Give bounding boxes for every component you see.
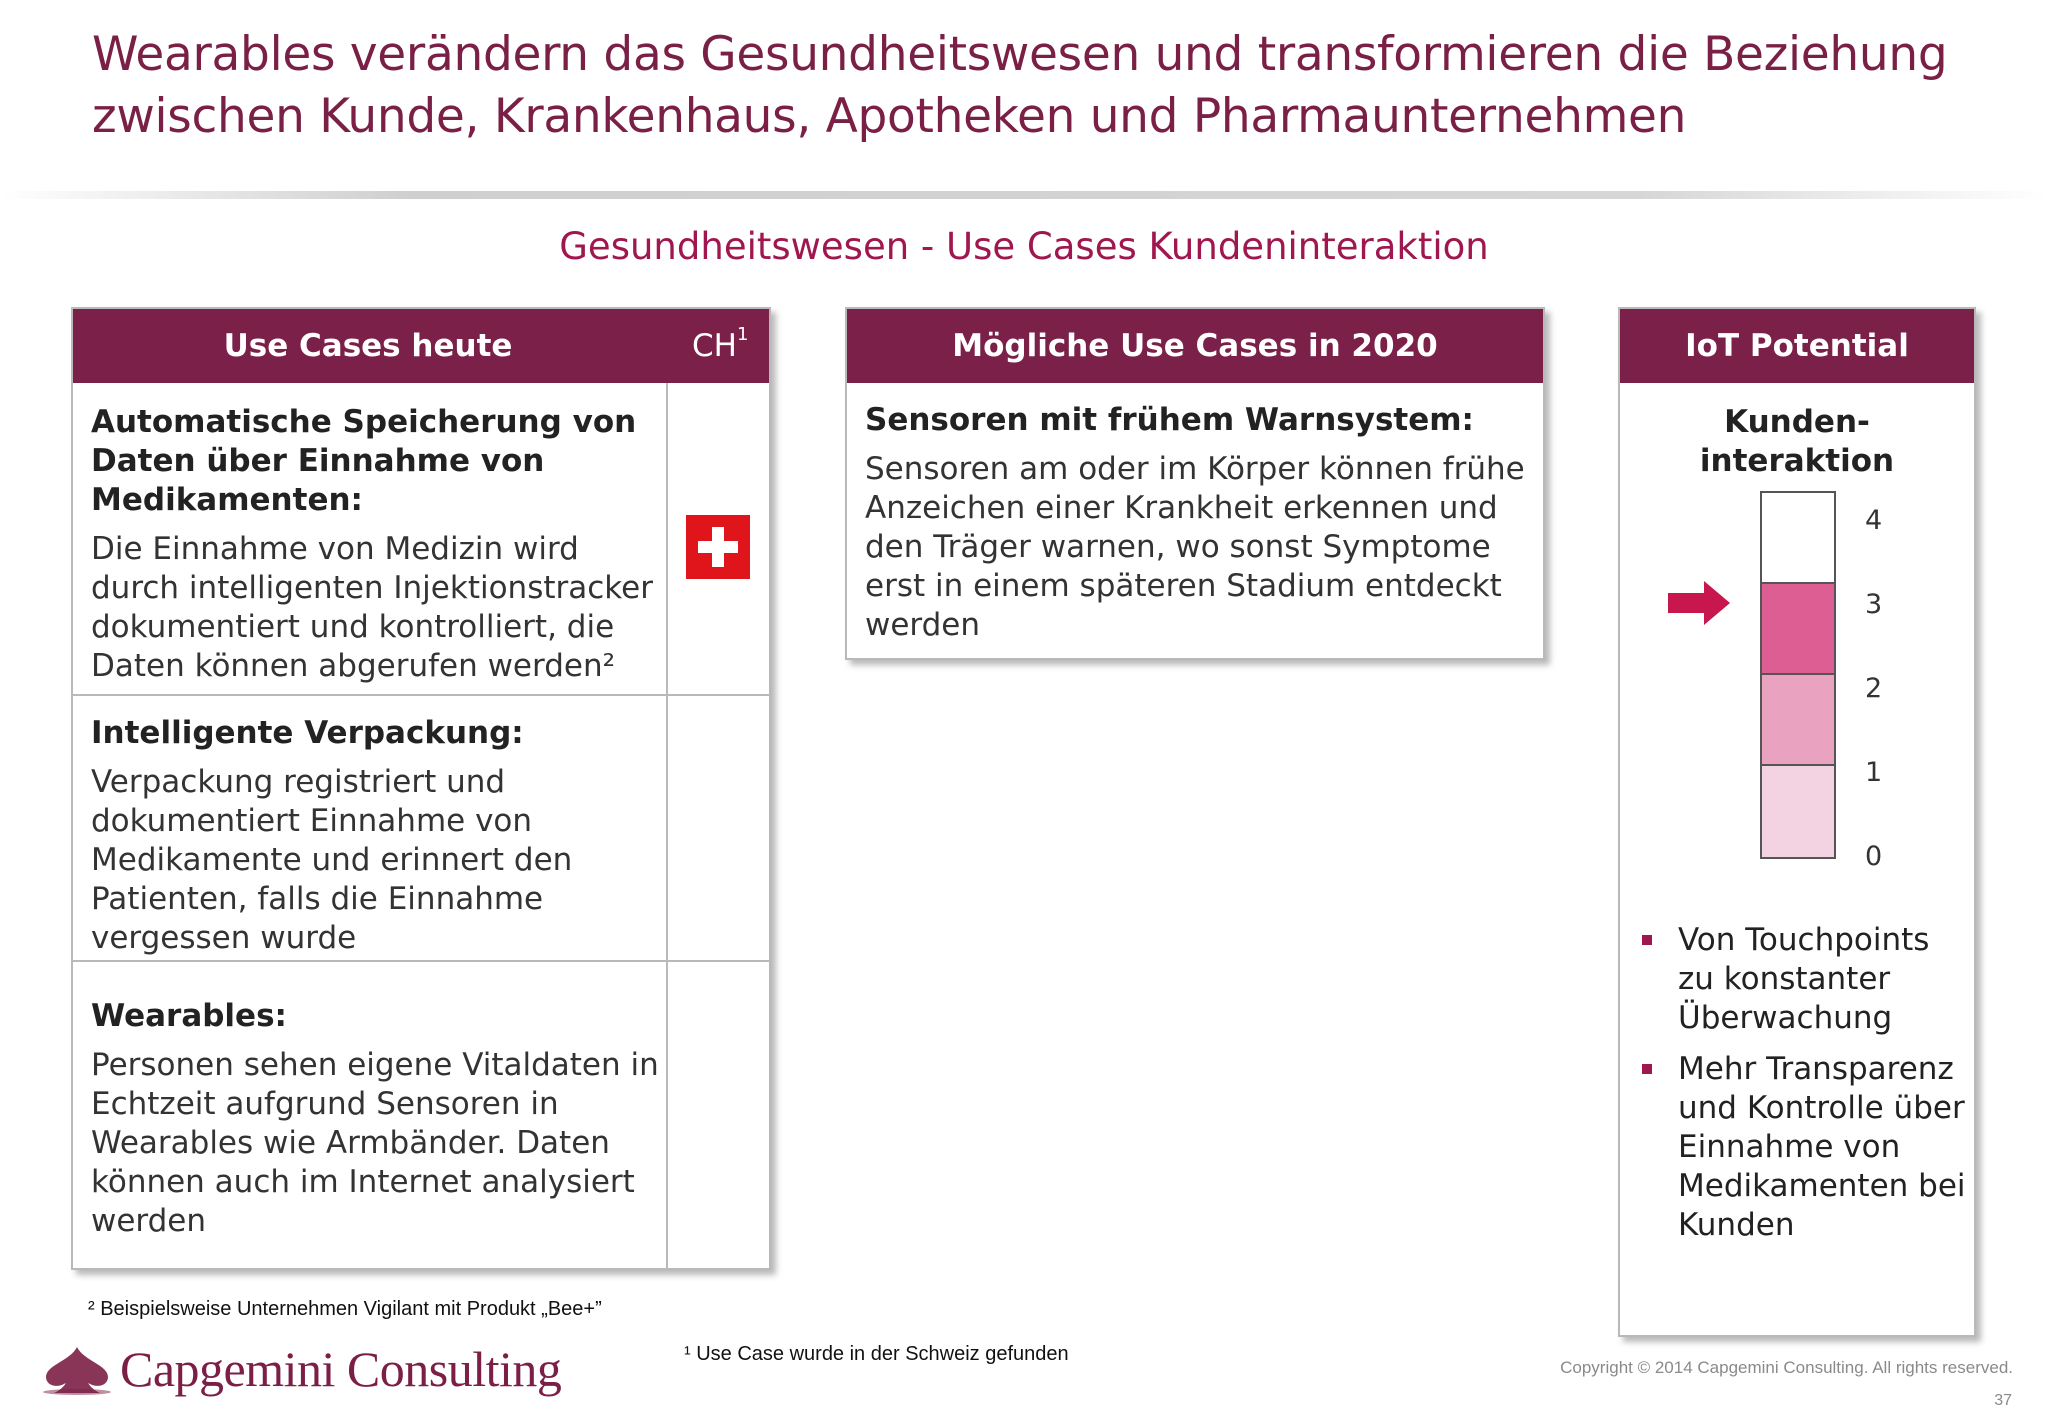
scale-tick: 2 xyxy=(1865,673,1883,704)
use-case-row xyxy=(91,714,661,958)
panel-header xyxy=(1620,309,1974,383)
use-case-row xyxy=(91,997,661,1241)
footnote-1: ¹ Use Case wurde in der Schweiz gefunden xyxy=(684,1343,1069,1365)
use-case-row xyxy=(91,403,661,686)
title-divider xyxy=(0,191,2048,199)
panel-header xyxy=(847,309,1543,383)
panel-header-title: Use Cases heute xyxy=(223,328,513,364)
use-case-body: Die Einnahme von Medizin wird durch intelligenten Injektionstracker dokumentiert und kontrolliert, die Daten können abgerufen werden² xyxy=(91,531,653,684)
panel-use-cases-2020 xyxy=(845,307,1545,660)
scale-segment-4 xyxy=(1762,493,1834,584)
panel-header xyxy=(73,309,769,383)
slide-subtitle: Gesundheitswesen - Use Cases Kundeninteraktion xyxy=(559,225,1489,268)
title-line-1: Wearables verändern das Gesundheitswesen und transformieren die Beziehung xyxy=(92,27,1948,82)
panel-header-title: Mögliche Use Cases in 2020 xyxy=(952,328,1438,364)
bullet-text: Von Touchpoints zu konstanter Überwachung xyxy=(1678,922,1930,1036)
use-case-title: Wearables: xyxy=(91,998,287,1034)
list-item xyxy=(1638,921,1968,1038)
scale-tick: 1 xyxy=(1865,757,1883,788)
logo-text: Capgemini Consulting xyxy=(120,1341,562,1397)
page-number: 37 xyxy=(1994,1392,2012,1409)
use-case-body: Personen sehen eigene Vitaldaten in Echtzeit aufgrund Sensoren in Wearables wie Armbänder. Daten können auch im Internet analysiert werden xyxy=(91,1047,659,1239)
bullet-text: Mehr Transparenz und Kontrolle über Einnahme von Medikamenten bei Kunden xyxy=(1678,1051,1966,1243)
scale-segment-2 xyxy=(1762,675,1834,766)
scale-tick: 4 xyxy=(1865,505,1883,536)
scale-label-line-1: Kunden- xyxy=(1724,404,1870,440)
use-case-title: Intelligente Verpackung: xyxy=(91,715,524,751)
footnote-2: ² Beispielsweise Unternehmen Vigilant mit Produkt „Bee+” xyxy=(88,1298,602,1320)
level-indicator-arrow-icon xyxy=(1668,581,1730,625)
title-line-2: zwischen Kunde, Krankenhaus, Apotheken und Pharmaunternehmen xyxy=(92,89,1687,144)
scale-tick: 0 xyxy=(1865,841,1883,872)
copyright: Copyright © 2014 Capgemini Consulting. All rights reserved. xyxy=(1560,1358,2013,1377)
ch-column-header xyxy=(692,324,749,364)
use-case-title: Sensoren mit frühem Warnsystem: xyxy=(865,402,1474,438)
capgemini-logo xyxy=(40,1340,561,1398)
list-item xyxy=(1638,1050,1968,1245)
ch-footnote-mark: 1 xyxy=(736,324,749,345)
row-divider xyxy=(73,960,769,962)
scale-tick: 3 xyxy=(1865,589,1883,620)
ch-label: CH xyxy=(692,328,737,364)
use-case-body: Sensoren am oder im Körper können frühe Anzeichen einer Krankheit erkennen und den Träger warnen, wo sonst Symptome erst in einem späteren Stadium entdeckt werden xyxy=(865,451,1525,643)
use-case-row xyxy=(865,401,1535,645)
use-case-title: Automatische Speicherung von Daten über Einnahme von Medikamenten: xyxy=(91,404,637,518)
spade-logo-icon xyxy=(40,1343,114,1395)
panel-iot-potential xyxy=(1618,307,1976,1337)
scale-label xyxy=(1620,403,1974,481)
bullet-square-icon xyxy=(1642,1064,1652,1074)
potential-scale xyxy=(1760,491,1836,859)
scale-label-line-2: interaktion xyxy=(1699,443,1895,479)
scale-segment-3 xyxy=(1762,584,1834,675)
row-divider xyxy=(73,694,769,696)
swiss-flag-icon xyxy=(686,515,750,579)
panel-header-title: IoT Potential xyxy=(1685,328,1909,364)
column-divider xyxy=(666,383,668,1268)
iot-bullet-list xyxy=(1638,921,1968,1257)
bullet-square-icon xyxy=(1642,935,1652,945)
panel-use-cases-today xyxy=(71,307,771,1270)
use-case-body: Verpackung registriert und dokumentiert Einnahme von Medikamente und erinnert den Patienten, falls die Einnahme vergessen wurde xyxy=(91,764,573,956)
scale-segment-1 xyxy=(1762,766,1834,857)
slide-title xyxy=(92,24,1992,148)
